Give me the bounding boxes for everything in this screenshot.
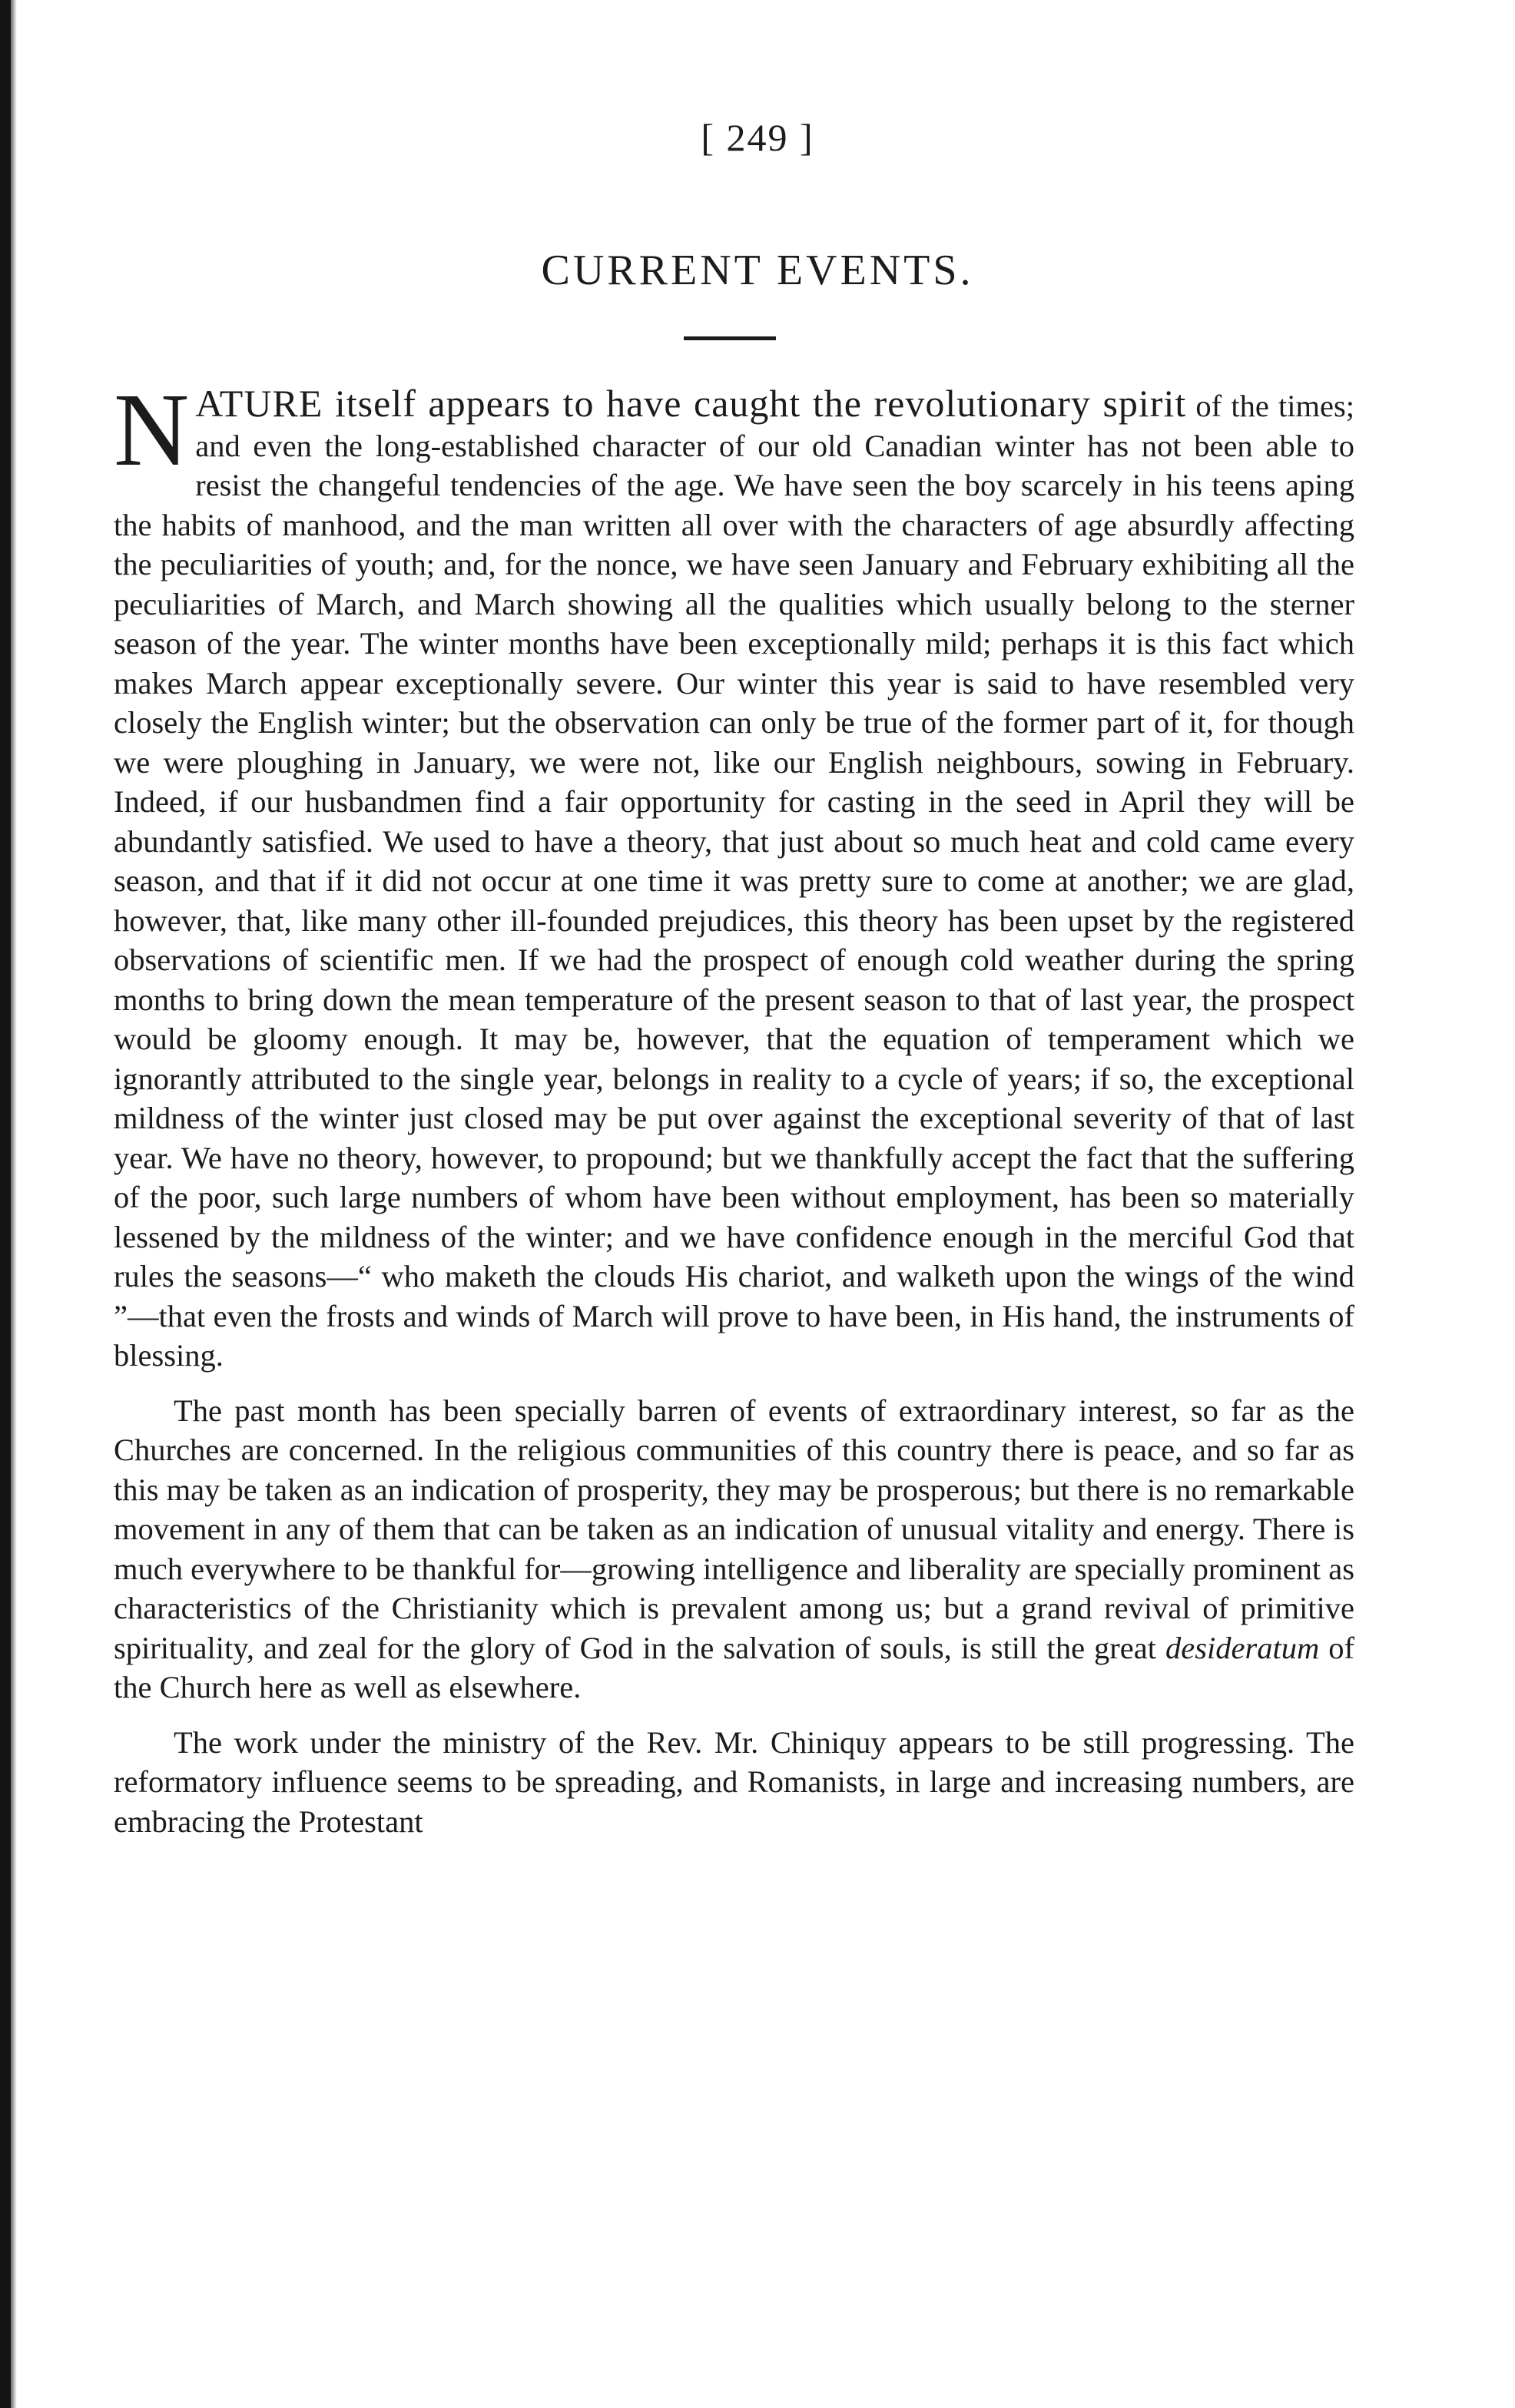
article-body [114, 373, 1355, 1857]
paragraph-text: The past month has been specially barren of events of extraordinary interest, so far as the Churches are concerned. In the religious communities of this country there is peace, and so far as this may be taken as an indication of prosperity, they may be prosperous; but there is no remarkable movement in any of them that can be taken as an indication of unusual vitality and energy. There is much everywhere to be thankful for—growing intelligence and liberality are specially prominent as characteristics of the Christianity which is prevalent among us; but a grand revival of primitive spirituality, and zeal for the glory of God in the salvation of souls, is still the great [114, 1393, 1354, 1665]
paragraph-text: of the times; and even the long-established character of our old Canadian winter has not been able to resist the changeful tendencies of the age. We have seen the boy scarcely in his teens aping the habits of manhood, and the man written all over with the characters of age absurdly affecting the peculiarities of youth; and, for the nonce, we have seen January and February exhibiting all the peculiarities of March, and March showing all the qualities which usually belong to the sterner season of the year. The winter months have been exceptionally mild; perhaps it is this fact which makes March appear exceptionally severe. Our winter this year is said to have resembled very closely the English winter; but the observation can only be true of the former part of it, for though we were ploughing in January, we were not, like our English neighbours, sowing in February. Indeed, if our husbandmen find a fair opportunity for casting in the seed in April they will be abundantly satisfied. We used to have a theory, that just about so much heat and cold came every season, and that if it did not occur at one time it was pretty sure to come at another; we are glad, however, that, like many other ill-founded prejudices, this theory has been upset by the registered observations of scientific men. If we had the prospect of enough cold weather during the spring months to bring down the mean temperature of the present season to that of last year, the prospect would be gloomy enough. It may be, however, that the equation of temperament which we ignorantly attributed to the single year, belongs in reality to a cycle of years; if so, the exceptional mildness of the winter just closed may be put over against the exceptional severity of that of last year. We have no theory, however, to propound; but we thankfully accept the fact that the suffering of the poor, such large numbers of whom have been without employment, has been so materially lessened by the mildness of the winter; and we have confidence enough in the merciful God that rules the seasons—“ who maketh the clouds His chariot, and walketh upon the wings of the wind ”—that even the frosts and winds of March will prove to have been, in His hand, the instruments of blessing. [114, 389, 1354, 1373]
paragraph-tail: of the Church here as well as elsewhere. [114, 1630, 1355, 1704]
paragraph-text: The work under the ministry of the Rev. Mr. Chiniquy appears to be still progressing. The reformatory influence seems to be spreading, and Romanists, in large and increasing numbers, are embracing the Protestant [114, 1724, 1354, 1839]
drop-cap: N [114, 373, 190, 488]
opening-line: ATURE itself appears to have caught the revolutionary spirit [195, 382, 1187, 425]
paragraph-churches [114, 1391, 1354, 1707]
page-number: [ 249 ] [701, 116, 814, 159]
binding-edge [0, 0, 11, 2408]
italic-term: desideratum [1165, 1630, 1320, 1665]
binding-shadow [11, 0, 17, 2408]
page-title: CURRENT EVENTS. [541, 247, 974, 294]
title-rule [684, 336, 776, 340]
paragraph-weather [114, 373, 1354, 1376]
paragraph-chiniquy [114, 1723, 1354, 1842]
